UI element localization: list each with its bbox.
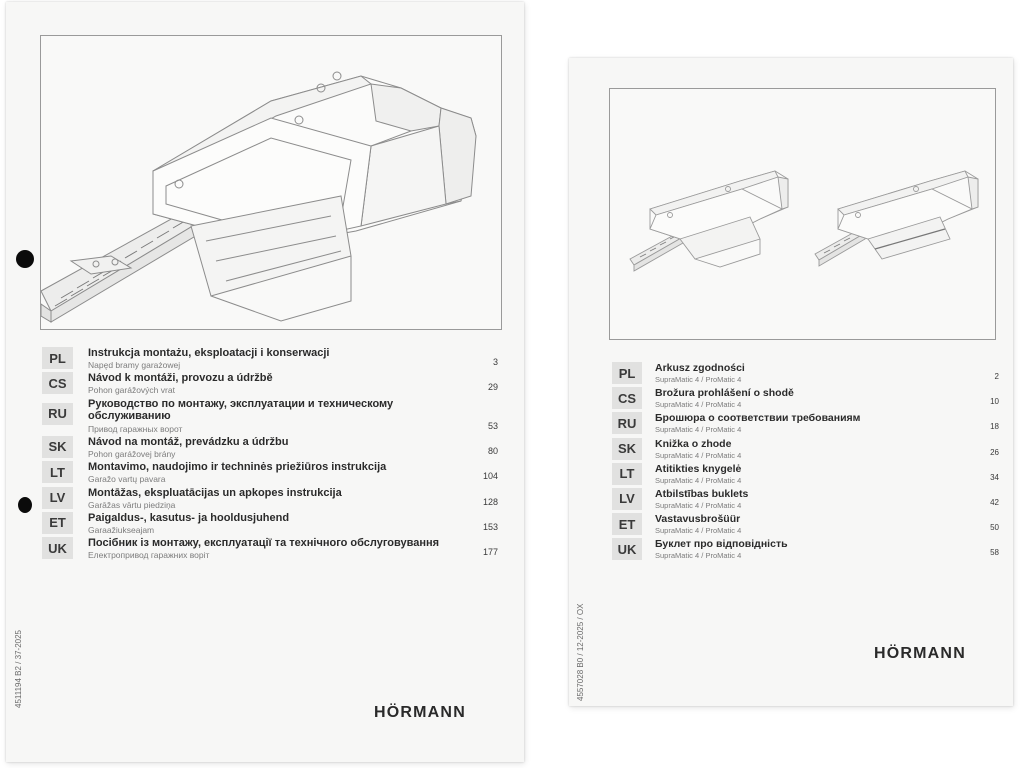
table-of-contents — [42, 346, 498, 562]
page-number: 104 — [482, 471, 498, 482]
language-badge: ET — [612, 513, 642, 535]
entry-subtitle: SupraMatic 4 / ProMatic 4 — [655, 375, 742, 384]
toc-entry-pl[interactable] — [612, 361, 999, 386]
hormann-logo: HÖRMANN — [374, 704, 466, 721]
entry-title: Montāžas, ekspluatācijas un apkopes instrukcija — [88, 486, 342, 499]
toc-entry-cs[interactable] — [42, 371, 498, 396]
opener-illustration — [40, 35, 502, 330]
language-badge: CS — [42, 372, 73, 394]
two-openers-drawing — [610, 89, 995, 339]
punch-hole — [18, 497, 32, 513]
entry-subtitle: SupraMatic 4 / ProMatic 4 — [655, 425, 742, 435]
page-number: 10 — [990, 397, 999, 407]
entry-subtitle: Garažo vartų pavara — [88, 474, 166, 485]
language-badge: LT — [612, 463, 642, 485]
language-badge: SK — [612, 438, 642, 460]
entry-title: Návod k montáži, provozu a údržbě — [88, 372, 273, 385]
entry-title: Instrukcja montażu, eksploatacji i konserwacji — [88, 347, 330, 359]
language-badge: ET — [42, 512, 73, 534]
toc-entry-pl[interactable] — [42, 346, 498, 371]
page-number: 3 — [492, 357, 498, 367]
hormann-logo: HÖRMANN — [874, 645, 966, 662]
page-number: 42 — [990, 497, 999, 507]
toc-entry-ru[interactable] — [42, 397, 498, 435]
page-number: 29 — [487, 382, 498, 393]
language-badge: RU — [42, 403, 73, 425]
page-number: 128 — [482, 496, 498, 507]
entry-subtitle: SupraMatic 4 / ProMatic 4 — [655, 526, 742, 536]
entry-subtitle: Pohon garážovej brány — [88, 448, 176, 459]
entry-subtitle: SupraMatic 4 / ProMatic 4 — [655, 551, 742, 561]
entry-title: Atbilstības buklets — [655, 487, 749, 500]
language-badge: PL — [42, 347, 73, 369]
page-number: 34 — [990, 472, 999, 482]
toc-entry-sk[interactable] — [42, 435, 498, 460]
page-number: 2 — [994, 372, 999, 381]
entry-subtitle: Електропривод гаражних воріт — [88, 550, 210, 561]
language-badge: CS — [612, 387, 642, 409]
toc-entry-lv[interactable] — [42, 486, 498, 511]
entry-subtitle: Garaažiukseajam — [88, 524, 155, 535]
toc-entry-et[interactable] — [612, 512, 999, 537]
right-booklet-cover — [569, 58, 1013, 706]
entry-title: Брошюра о соответствии требованиям — [655, 412, 861, 425]
toc-entry-lt[interactable] — [612, 462, 999, 487]
page-number: 58 — [990, 548, 999, 558]
page-number: 53 — [487, 420, 498, 431]
language-badge: PL — [612, 362, 642, 384]
document-code: 4511194 B2 / 37-2025 — [14, 630, 23, 708]
punch-hole — [16, 250, 34, 268]
toc-entry-et[interactable] — [42, 511, 498, 536]
toc-entry-ru[interactable] — [612, 411, 999, 436]
entry-subtitle: Garāžas vārtu piedziņa — [88, 499, 176, 510]
entry-title: Буклет про відповідність — [655, 538, 788, 551]
language-badge: UK — [42, 537, 73, 559]
left-booklet-cover — [6, 2, 524, 762]
toc-entry-lv[interactable] — [612, 487, 999, 512]
language-badge: LV — [612, 488, 642, 510]
page-number: 80 — [487, 445, 498, 456]
entry-subtitle: Pohon garážových vrat — [88, 385, 175, 396]
entry-title: Посібник із монтажу, експлуатації та технічного обслуговування — [88, 537, 440, 550]
toc-entry-uk[interactable] — [42, 536, 498, 561]
entry-subtitle: Napęd bramy garażowej — [88, 360, 181, 370]
page-number: 50 — [990, 523, 999, 533]
page-number: 153 — [482, 521, 498, 532]
document-code: 4557028 B0 / 12-2025 / OX — [576, 603, 585, 701]
table-of-contents — [612, 361, 999, 563]
entry-title: Knižka o zhode — [655, 437, 732, 450]
language-badge: RU — [612, 412, 642, 434]
entry-title: Paigaldus-, kasutus- ja hooldusjuhend — [88, 511, 290, 524]
toc-entry-uk[interactable] — [612, 537, 999, 562]
entry-title — [88, 398, 393, 422]
language-badge: SK — [42, 436, 73, 458]
opener-illustration — [609, 88, 996, 340]
garage-door-opener-drawing — [41, 36, 501, 329]
language-badge: LT — [42, 461, 73, 483]
toc-entry-cs[interactable] — [612, 386, 999, 411]
entry-subtitle: Привод гаражных ворот — [88, 423, 183, 434]
entry-title: Arkusz zgodności — [655, 362, 745, 374]
entry-title: Atitikties knygelė — [655, 462, 742, 475]
entry-subtitle: SupraMatic 4 / ProMatic 4 — [655, 400, 742, 410]
entry-title: Vastavusbrošüür — [655, 513, 741, 526]
entry-title: Montavimo, naudojimo ir techninės priežiūros instrukcija — [88, 461, 387, 474]
page-number: 26 — [990, 447, 999, 457]
entry-subtitle: SupraMatic 4 / ProMatic 4 — [655, 475, 742, 485]
entry-title: Návod na montáž, prevádzku a údržbu — [88, 435, 289, 448]
entry-subtitle: SupraMatic 4 / ProMatic 4 — [655, 500, 742, 510]
language-badge: UK — [612, 538, 642, 560]
toc-entry-sk[interactable] — [612, 437, 999, 462]
entry-title: Brožura prohlášení o shodě — [655, 387, 794, 400]
entry-title-line1: Руководство по монтажу, эксплуатации и техническому — [88, 397, 394, 410]
language-badge: LV — [42, 487, 73, 509]
entry-title-line2: обслуживанию — [88, 409, 171, 422]
page-number: 18 — [990, 422, 999, 432]
entry-subtitle: SupraMatic 4 / ProMatic 4 — [655, 450, 742, 460]
toc-entry-lt[interactable] — [42, 460, 498, 485]
page-number: 177 — [482, 547, 498, 558]
